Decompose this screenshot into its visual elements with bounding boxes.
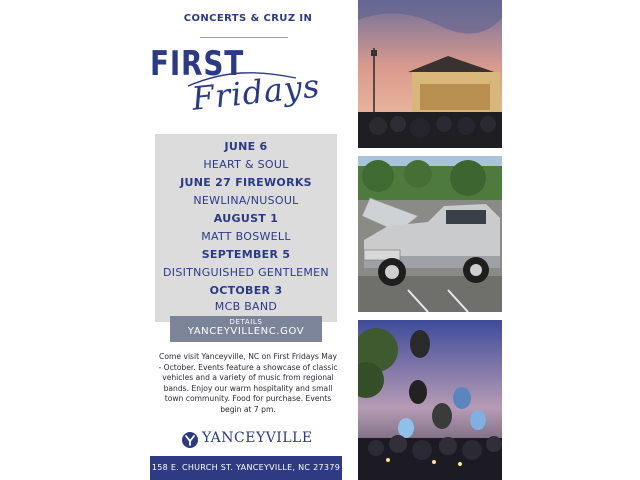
eyebrow-divider <box>200 37 288 38</box>
details-website-link[interactable]: YANCEYVILLENC.GOV <box>187 326 305 337</box>
schedule-act: DISITNGUISHED GENTLEMEN <box>163 266 329 279</box>
concert-stage-photo <box>358 0 502 148</box>
schedule-panel <box>155 134 337 322</box>
footer-address: 158 E. CHURCH ST. YANCEYVILLE, NC 27379 <box>151 463 341 472</box>
schedule-date: SEPTEMBER 5 <box>201 248 291 261</box>
event-flyer <box>140 0 502 480</box>
schedule-act: HEART & SOUL <box>203 158 289 171</box>
event-description: Come visit Yanceyville, NC on First Fridays May - October. Events feature a showcase of classic vehicles and a variety of music from regional bands. Enjoy our warm hospitality and small town community. Food for purchase. Events begin at 7 pm. <box>158 352 338 414</box>
classic-car-photo <box>358 156 502 312</box>
title-first: FIRST <box>150 44 245 84</box>
yanceyville-logo <box>178 430 328 450</box>
eyebrow-heading: CONCERTS & CRUZ IN <box>183 13 313 24</box>
details-label: DETAILS <box>229 318 263 326</box>
schedule-date: OCTOBER 3 <box>209 284 283 297</box>
logo-wordmark: YANCEYVILLE <box>202 430 313 446</box>
schedule-act: MCB BAND <box>214 300 278 313</box>
schedule-act: MATT BOSWELL <box>201 230 291 243</box>
schedule-act: NEWLINA/NUSOUL <box>193 194 299 207</box>
yanceyville-logo-icon <box>182 432 198 448</box>
schedule-date: JUNE 27 FIREWORKS <box>180 176 312 189</box>
schedule-date: JUNE 6 <box>224 140 268 153</box>
footer-address-bar <box>150 456 342 480</box>
details-box <box>170 316 322 342</box>
flyer-text-column <box>140 0 356 480</box>
evening-crowd-balloons-photo <box>358 320 502 480</box>
title-fridays: Fridays <box>190 66 323 118</box>
schedule-date: AUGUST 1 <box>213 212 279 225</box>
